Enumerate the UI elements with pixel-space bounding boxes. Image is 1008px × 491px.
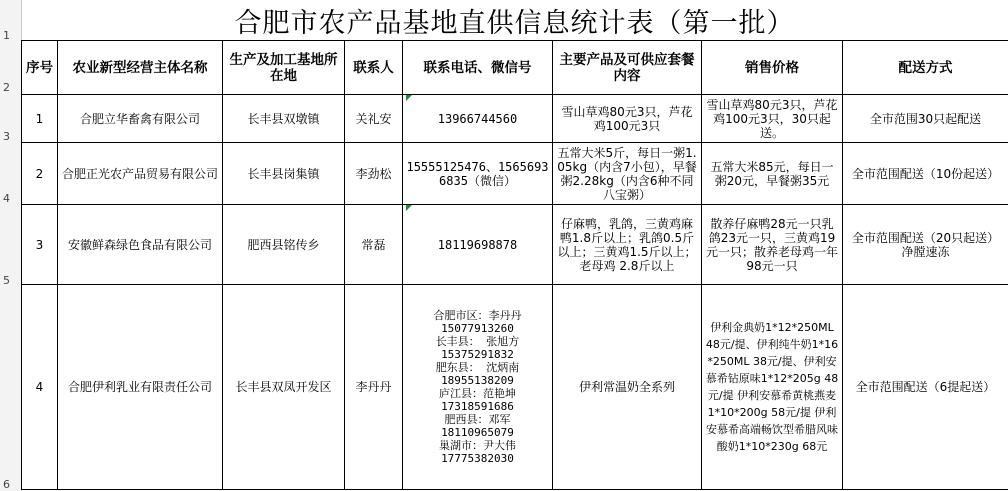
cell-name[interactable]: 安徽鲜森绿色食品有限公司 bbox=[58, 205, 223, 285]
cell-no[interactable]: 4 bbox=[22, 285, 58, 490]
row-number-6[interactable]: 6 bbox=[3, 478, 10, 491]
cell-contact[interactable]: 李劲松 bbox=[345, 143, 403, 205]
table-row bbox=[22, 285, 1008, 490]
cell-location[interactable]: 长丰县岗集镇 bbox=[223, 143, 345, 205]
cell-no[interactable]: 2 bbox=[22, 143, 58, 205]
cell-products[interactable]: 雪山草鸡80元3只，芦花鸡100元3只 bbox=[553, 95, 702, 143]
cell-price[interactable]: 伊利金典奶1*12*250ML 48元/提、伊利纯牛奶1*16*250ML 38元/提、伊利安慕希钻原味1*12*205g 48元/提 伊利安慕希黄桃燕麦1*10*200g 58元/提 伊利安慕希高端畅饮型希腊风味酸奶1*10*230g 68元 bbox=[702, 285, 843, 490]
cell-price[interactable]: 五常大米85元，每日一粥20元，早餐粥35元 bbox=[702, 143, 843, 205]
header-cell-location[interactable]: 生产及加工基地所在地 bbox=[223, 41, 345, 95]
cell-indicator-icon bbox=[406, 95, 412, 101]
cell-phone[interactable]: 15555125476、15656936835（微信） bbox=[403, 143, 553, 205]
data-table bbox=[21, 40, 1008, 490]
cell-products[interactable]: 伊利常温奶全系列 bbox=[553, 285, 702, 490]
cell-contact[interactable]: 关礼安 bbox=[345, 95, 403, 143]
cell-name[interactable]: 合肥正光农产品贸易有限公司 bbox=[58, 143, 223, 205]
cell-phone[interactable]: 13966744560 bbox=[403, 95, 553, 143]
cell-products[interactable]: 五常大米5斤，每日一粥1.05kg（内含7小包），早餐粥2.28kg（内含6种不同八宝粥） bbox=[553, 143, 702, 205]
cell-delivery[interactable]: 全市范围配送（10份起送） bbox=[843, 143, 1008, 205]
cell-name[interactable]: 合肥伊利乳业有限责任公司 bbox=[58, 285, 223, 490]
row-number-3[interactable]: 3 bbox=[3, 130, 10, 143]
table-row bbox=[22, 205, 1008, 285]
cell-phone[interactable]: 合肥市区：李丹丹 15077913260 长丰县： 张旭方 15375291832 肥东县： 沈炳南 18955138209 庐江县：范艳坤 17318591686 肥西县：邓军 18110965079 巢湖市：尹大伟 17775382030 bbox=[403, 285, 553, 490]
cell-phone[interactable]: 18119698878 bbox=[403, 205, 553, 285]
row-number-2[interactable]: 2 bbox=[3, 81, 10, 94]
header-cell-no[interactable]: 序号 bbox=[22, 41, 58, 95]
header-row bbox=[22, 41, 1008, 95]
row-number-5[interactable]: 5 bbox=[3, 274, 10, 287]
table-row bbox=[22, 143, 1008, 205]
cell-products[interactable]: 仔麻鸭，乳鸽，三黄鸡麻鸭1.8斤以上；乳鸽0.5斤以上；三黄鸡1.5斤以上；老母鸡 2.8斤以上 bbox=[553, 205, 702, 285]
cell-contact[interactable]: 李丹丹 bbox=[345, 285, 403, 490]
sheet-title[interactable]: 合肥市农产品基地直供信息统计表（第一批） bbox=[234, 7, 795, 39]
header-cell-delivery[interactable]: 配送方式 bbox=[843, 41, 1008, 95]
cell-no[interactable]: 3 bbox=[22, 205, 58, 285]
cell-price[interactable]: 散养仔麻鸭28元一只乳鸽23元一只，三黄鸡19元一只；散养老母鸡一年98元一只 bbox=[702, 205, 843, 285]
cell-name[interactable]: 合肥立华畜禽有限公司 bbox=[58, 95, 223, 143]
cell-delivery[interactable]: 全市范围配送（20只起送）净膛速冻 bbox=[843, 205, 1008, 285]
cell-delivery[interactable]: 全市范围30只起配送 bbox=[843, 95, 1008, 143]
header-cell-products[interactable]: 主要产品及可供应套餐内容 bbox=[553, 41, 702, 95]
header-cell-name[interactable]: 农业新型经营主体名称 bbox=[58, 41, 223, 95]
row-number-1[interactable]: 1 bbox=[3, 29, 10, 42]
header-cell-price[interactable]: 销售价格 bbox=[702, 41, 843, 95]
cell-location[interactable]: 长丰县双凤开发区 bbox=[223, 285, 345, 490]
row-number-4[interactable]: 4 bbox=[3, 192, 10, 205]
cell-delivery[interactable]: 全市范围配送（6提起送） bbox=[843, 285, 1008, 490]
cell-location[interactable]: 长丰县双墩镇 bbox=[223, 95, 345, 143]
row-header-strip bbox=[0, 0, 22, 491]
table-row bbox=[22, 95, 1008, 143]
cell-no[interactable]: 1 bbox=[22, 95, 58, 143]
cell-location[interactable]: 肥西县铭传乡 bbox=[223, 205, 345, 285]
cell-contact[interactable]: 常磊 bbox=[345, 205, 403, 285]
cell-price[interactable]: 雪山草鸡80元3只，芦花鸡100元3只，30只起送。 bbox=[702, 95, 843, 143]
header-cell-contact[interactable]: 联系人 bbox=[345, 41, 403, 95]
header-cell-phone[interactable]: 联系电话、微信号 bbox=[403, 41, 553, 95]
cell-indicator-icon bbox=[406, 205, 412, 211]
